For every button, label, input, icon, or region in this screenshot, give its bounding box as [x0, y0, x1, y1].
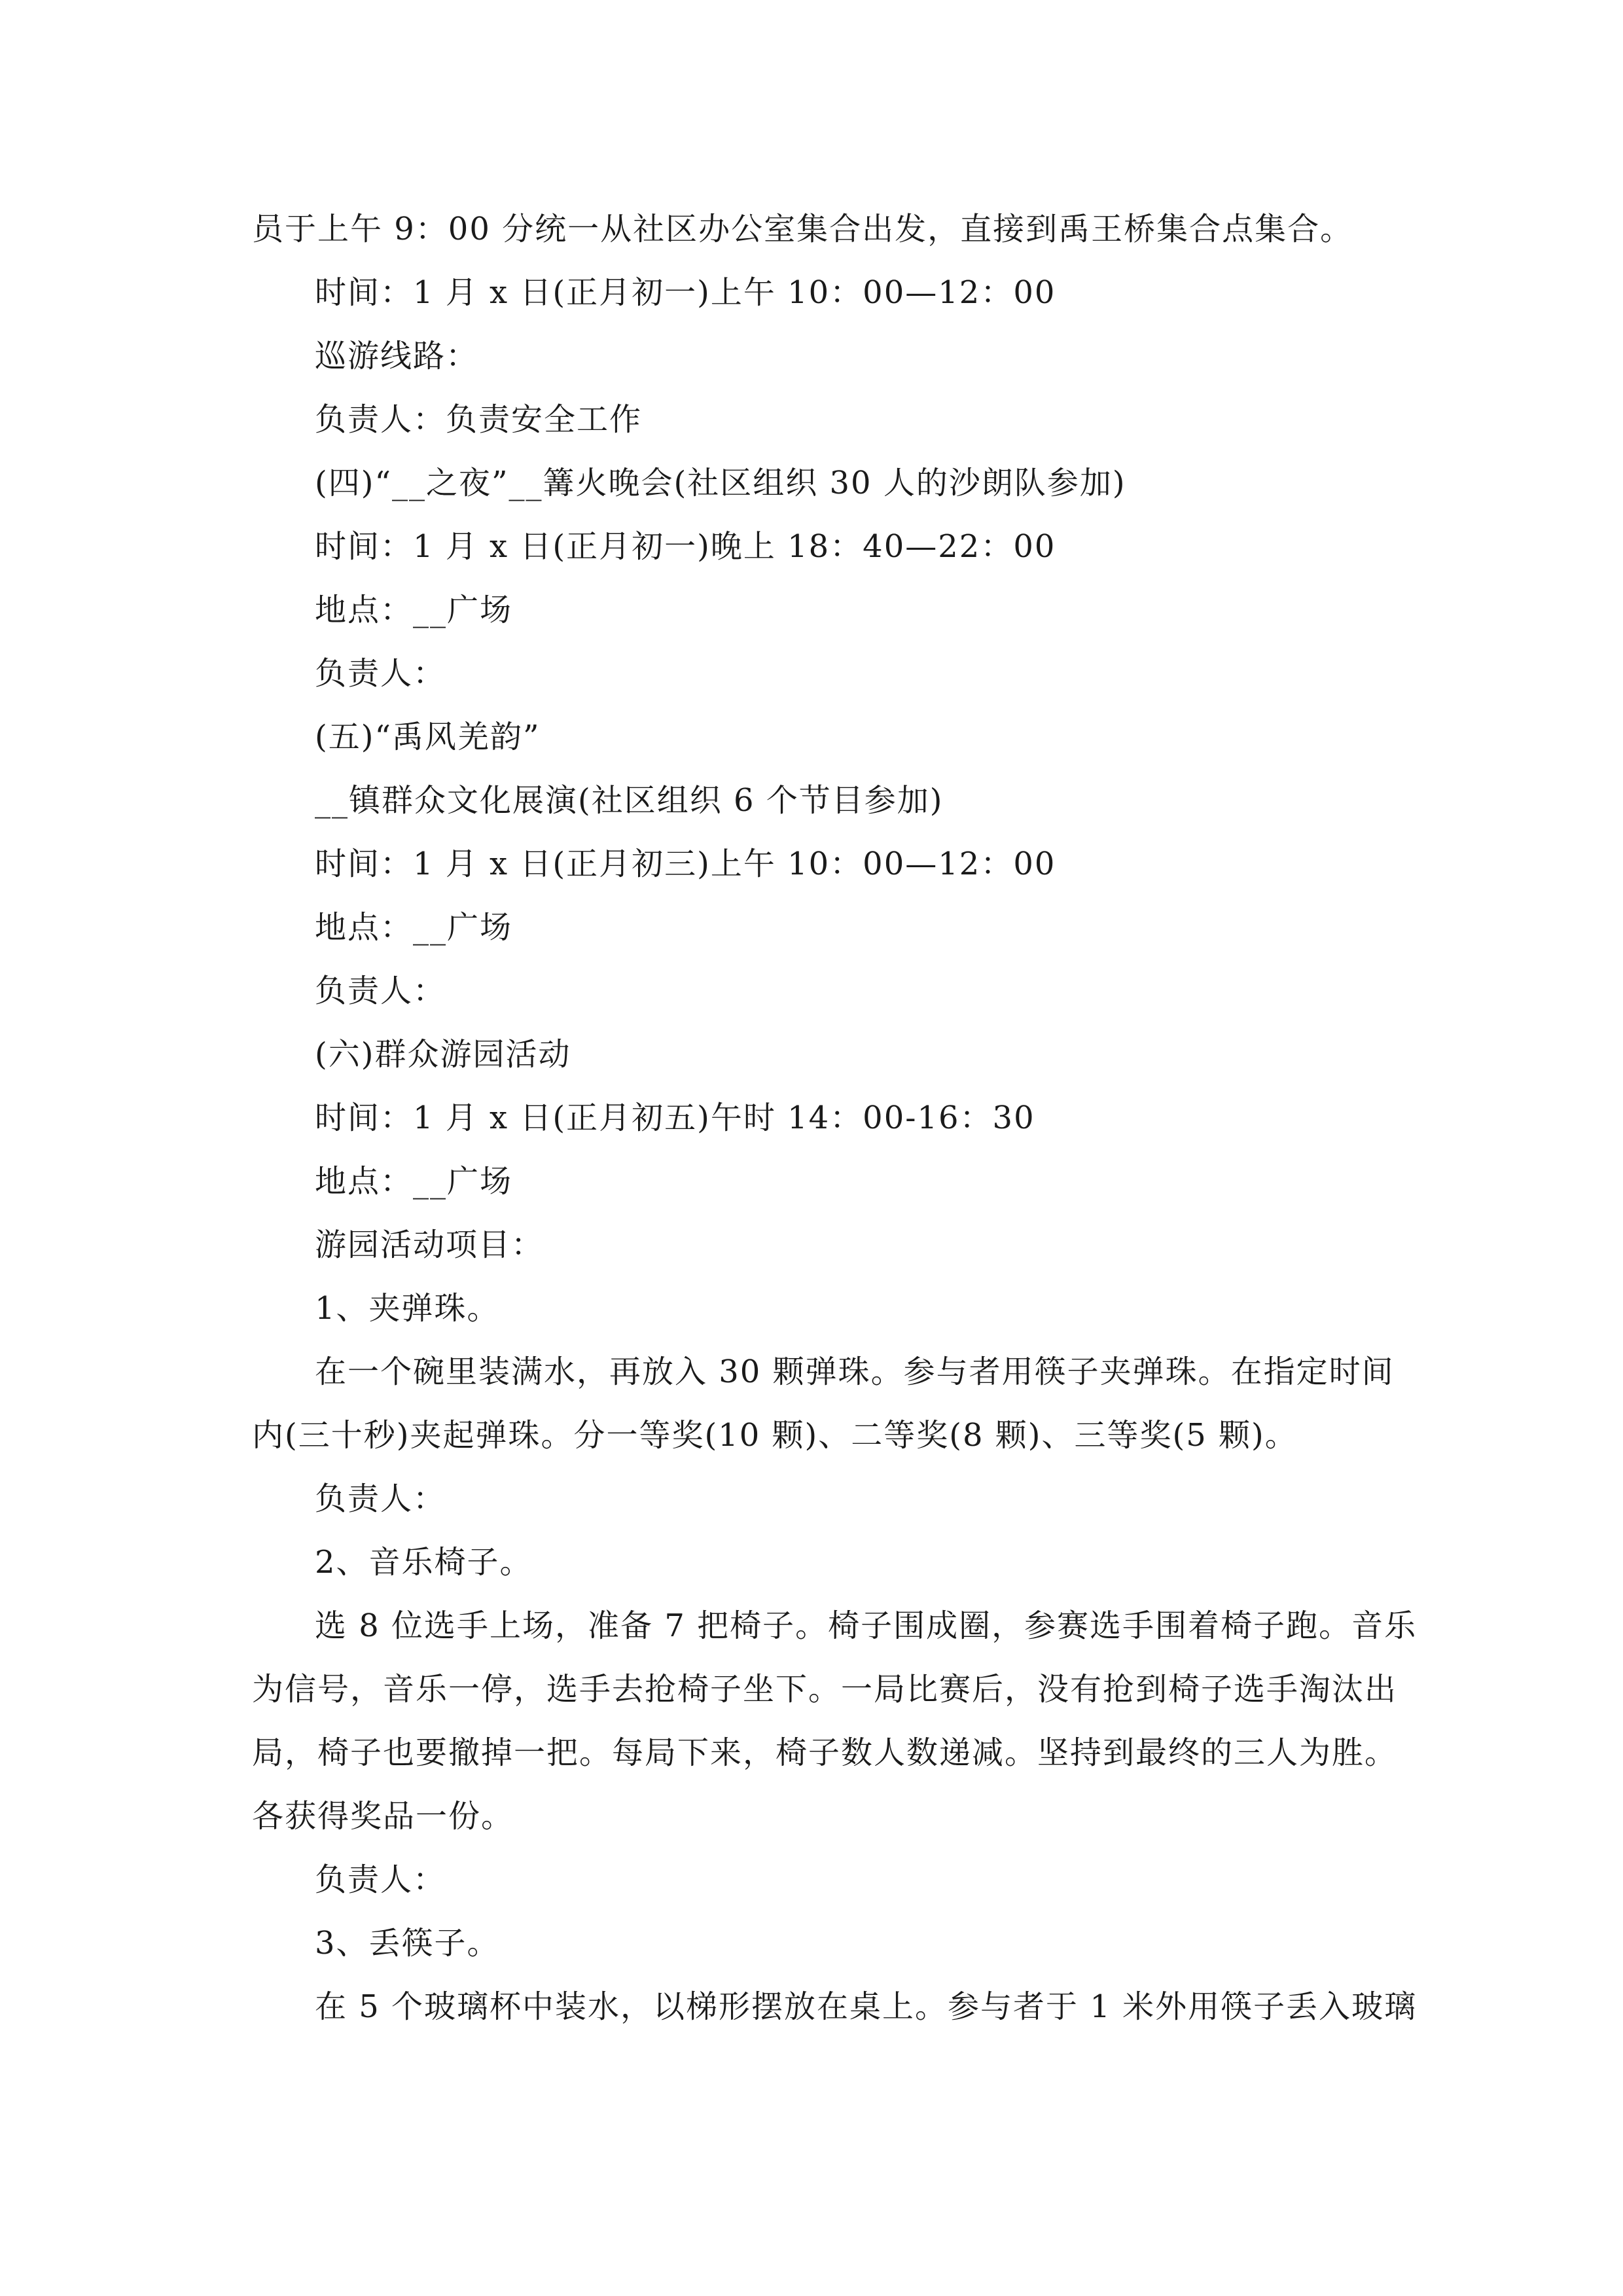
paragraph-line: 时间：1 月 x 日(正月初一)晚上 18：40—22：00 [315, 528, 1056, 565]
paragraph-line: 巡游线路： [315, 338, 479, 374]
paragraph-line: 内(三十秒)夹起弹珠。分一等奖(10 颗)、二等奖(8 颗)、三等奖(5 颗)。 [252, 1417, 1298, 1454]
paragraph-line: 负责人： [315, 973, 446, 1009]
list-item: 3、丢筷子。 [315, 1925, 500, 1962]
paragraph-line: 地点：__广场 [315, 1163, 513, 1200]
list-item: 2、音乐椅子。 [315, 1544, 533, 1581]
paragraph-line: 在 5 个玻璃杯中装水，以梯形摆放在桌上。参与者于 1 米外用筷子丢入玻璃 [315, 1988, 1418, 2025]
paragraph-line: 各获得奖品一份。 [252, 1798, 514, 1835]
paragraph-line: 负责人：负责安全工作 [315, 401, 643, 438]
paragraph-line: 时间：1 月 x 日(正月初五)午时 14：00-16：30 [315, 1100, 1035, 1136]
paragraph-line: 时间：1 月 x 日(正月初三)上午 10：00—12：00 [315, 846, 1056, 882]
paragraph-line: 游园活动项目： [315, 1227, 544, 1263]
paragraph-line: 选 8 位选手上场，准备 7 把椅子。椅子围成圈，参赛选手围着椅子跑。音乐 [315, 1607, 1418, 1644]
paragraph-line: 地点：__广场 [315, 592, 513, 628]
paragraph-line: __镇群众文化展演(社区组织 6 个节目参加) [315, 782, 944, 819]
paragraph-line: 负责人： [315, 655, 446, 692]
document-body [252, 198, 1418, 2039]
paragraph-line: 局，椅子也要撤掉一把。每局下来，椅子数人数递减。坚持到最终的三人为胜。 [252, 1734, 1398, 1771]
section-heading: (六)群众游园活动 [315, 1036, 571, 1073]
paragraph-line: 负责人： [315, 1480, 446, 1517]
paragraph-line: 员于上午 9：00 分统一从社区办公室集合出发，直接到禹王桥集合点集合。 [252, 211, 1353, 247]
paragraph-line: 在一个碗里装满水，再放入 30 颗弹珠。参与者用筷子夹弹珠。在指定时间 [315, 1354, 1395, 1390]
paragraph-line: 负责人： [315, 1861, 446, 1898]
paragraph-line: 地点：__广场 [315, 909, 513, 946]
list-item: 1、夹弹珠。 [315, 1290, 500, 1327]
paragraph-line: 为信号，音乐一停，选手去抢椅子坐下。一局比赛后，没有抢到椅子选手淘汰出 [252, 1671, 1398, 1708]
section-heading: (五)“禹风羌韵” [315, 719, 541, 755]
paragraph-line: 时间：1 月 x 日(正月初一)上午 10：00—12：00 [315, 274, 1056, 311]
section-heading: (四)“__之夜”__篝火晚会(社区组织 30 人的沙朗队参加) [315, 465, 1126, 501]
